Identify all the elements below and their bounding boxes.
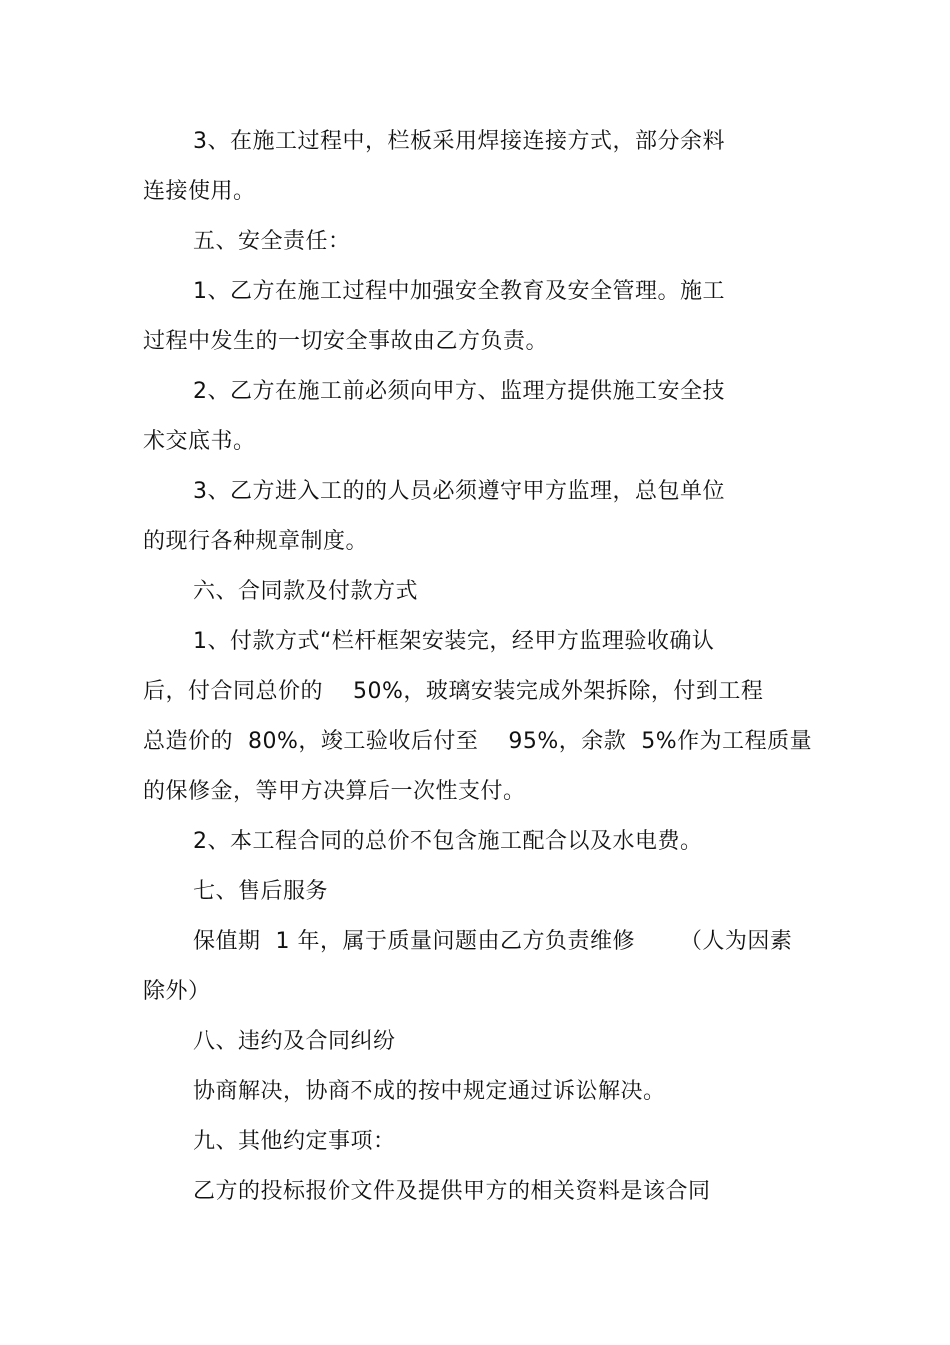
section-8-heading: 八、违约及合同纠纷 bbox=[193, 1029, 396, 1054]
clause-5-item-2-line-1: 2、乙方在施工前必须向甲方、监理方提供施工安全技 bbox=[193, 379, 725, 404]
clause-4-item-3-line-1: 3、在施工过程中，栏板采用焊接连接方式，部分余料 bbox=[193, 129, 725, 154]
clause-6-item-1-line-4: 的保修金，等甲方决算后一次性支付。 bbox=[143, 779, 526, 804]
section-9-heading: 九、其他约定事项： bbox=[193, 1129, 396, 1154]
clause-7-text-line-2: 除外） bbox=[143, 979, 211, 1004]
section-6-heading: 六、合同款及付款方式 bbox=[193, 579, 419, 604]
clause-5-item-3-line-2: 的现行各种规章制度。 bbox=[143, 529, 369, 554]
clause-6-item-1-line-2: 后，付合同总价的 50%，玻璃安装完成外架拆除，付到工程 bbox=[143, 679, 764, 704]
clause-8-text: 协商解决，协商不成的按中规定通过诉讼解决。 bbox=[193, 1079, 666, 1104]
clause-5-item-1-line-1: 1、乙方在施工过程中加强安全教育及安全管理。施工 bbox=[193, 279, 725, 304]
clause-6-item-1-line-3: 总造价的 80%，竣工验收后付至 95%，余款 5%作为工程质量 bbox=[143, 729, 813, 754]
clause-9-text-line-1: 乙方的投标报价文件及提供甲方的相关资料是该合同 bbox=[193, 1179, 711, 1204]
clause-6-item-2: 2、本工程合同的总价不包含施工配合以及水电费。 bbox=[193, 829, 703, 854]
clause-5-item-1-line-2: 过程中发生的一切安全事故由乙方负责。 bbox=[143, 329, 549, 354]
clause-6-item-1-line-1: 1、付款方式“栏杆框架安装完，经甲方监理验收确认 bbox=[193, 629, 715, 654]
clause-5-item-3-line-1: 3、乙方进入工的的人员必须遵守甲方监理，总包单位 bbox=[193, 479, 725, 504]
section-7-heading: 七、售后服务 bbox=[193, 879, 329, 904]
clause-7-text-line-1: 保值期 1 年，属于质量问题由乙方负责维修 （人为因素 bbox=[193, 929, 793, 954]
clause-5-item-2-line-2: 术交底书。 bbox=[143, 429, 256, 454]
section-5-heading: 五、安全责任： bbox=[193, 229, 351, 254]
clause-4-item-3-line-2: 连接使用。 bbox=[143, 179, 256, 204]
